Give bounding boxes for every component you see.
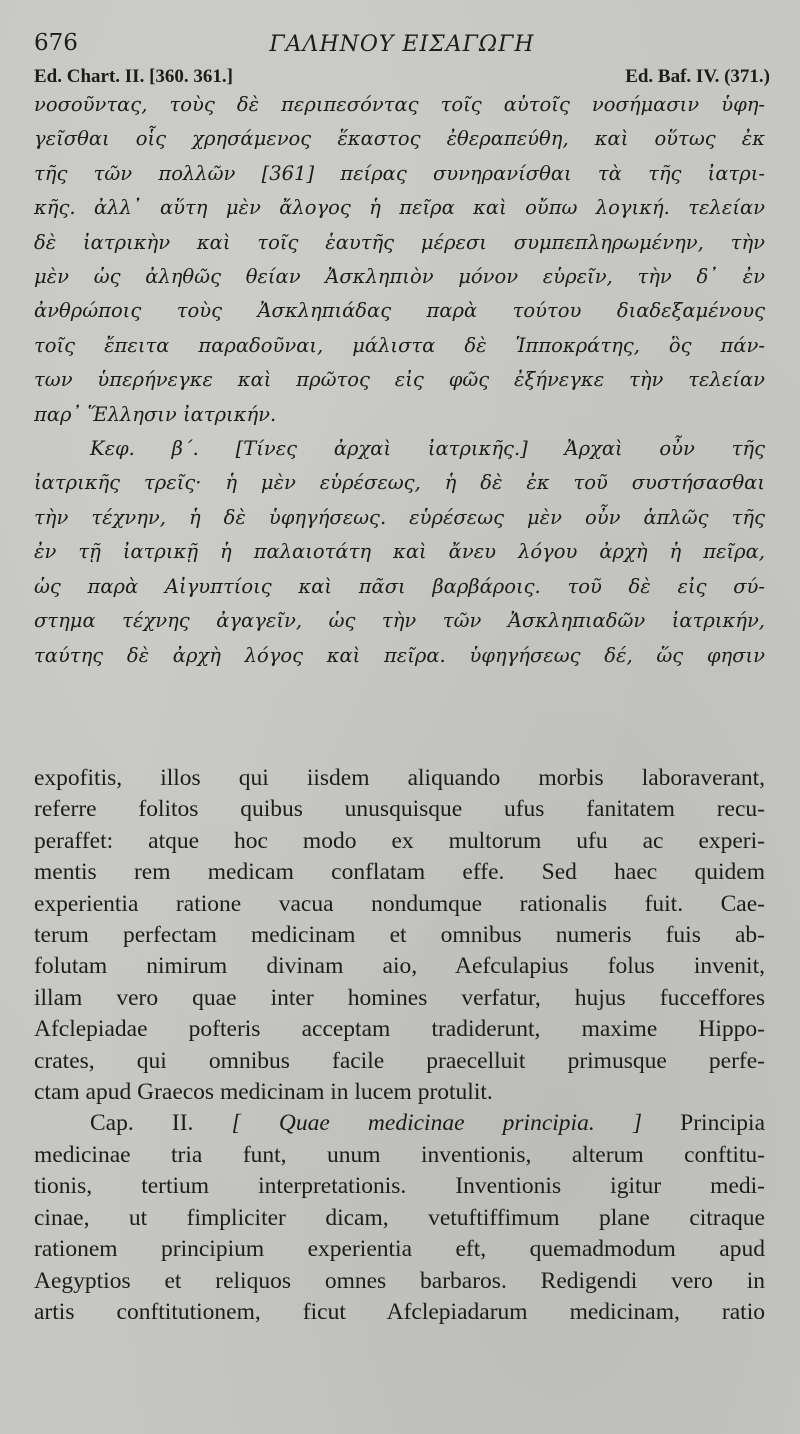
greek-line: στημα τέχνης ἀγαγεῖν, ὡς τὴν τῶν Ἀσκληπιαδῶν ἰατρικήν, <box>34 609 765 633</box>
latin-line: experientia ratione vacua nondumque rationalis fuit. Cae- <box>34 890 765 917</box>
greek-line: δὲ ἰατρικὴν καὶ τοῖς ἑαυτῆς μέρεσι συμπεπληρωμένην, τὴν <box>34 230 765 254</box>
latin-line: cinae, ut fimpliciter dicam, vetuftiffimum plane citraque <box>34 1204 765 1231</box>
edition-chartier-reference: Ed. Chart. II. [360. 361.] <box>34 66 233 87</box>
greek-line: γεῖσθαι οἷς χρησάμενος ἕκαστος ἐθεραπεύθη, καὶ οὕτως ἐκ <box>34 127 765 151</box>
latin-line: Afclepiadae pofteris acceptam tradiderunt, maxime Hippo- <box>34 1016 765 1043</box>
latin-text-block <box>34 763 765 1328</box>
chapter-opening-word: Principia <box>680 1110 765 1137</box>
latin-line: tionis, tertium interpretationis. Inventionis igitur medi- <box>34 1173 765 1200</box>
greek-line: τοῖς ἔπειτα παραδοῦναι, μάλιστα δὲ Ἱπποκράτης, ὃς πάν- <box>34 333 765 357</box>
greek-line: ἰατρικῆς τρεῖς· ἡ μὲν εὑρέσεως, ἡ δὲ ἐκ τοῦ συστήσασθαι <box>34 471 765 495</box>
greek-line: των ὑπερήνεγκε καὶ πρῶτος εἰς φῶς ἐξήνεγκε τὴν τελείαν <box>34 368 765 392</box>
greek-chapter-heading-line: Κεφ. β΄. [Τίνες ἀρχαὶ ἰατρικῆς.] Ἀρχαὶ οὖν τῆς <box>90 437 765 461</box>
greek-line: νοσοῦντας, τοὺς δὲ περιπεσόντας τοῖς αὐτοῖς νοσήμασιν ὑφη- <box>34 93 765 116</box>
greek-line: μὲν ὡς ἀληθῶς θείαν Ἀσκληπιὸν μόνον εὑρεῖν, τὴν δ᾽ ἐν <box>34 265 765 289</box>
greek-line: ταύτης δὲ ἀρχὴ λόγος καὶ πεῖρα. ὑφηγήσεως δέ, ὥς φησιν <box>34 643 765 667</box>
greek-line: τὴν τέχνην, ἡ δὲ ὑφηγήσεως. εὑρέσεως μὲν οὖν ἁπλῶς τῆς <box>34 505 765 529</box>
latin-line: mentis rem medicam conflatam effe. Sed haec quidem <box>34 859 765 886</box>
latin-line: rationem principium experientia eft, quemadmodum apud <box>34 1236 765 1263</box>
chapter-label: Cap. II. <box>90 1110 194 1137</box>
latin-line: medicinae tria funt, unum inventionis, alterum conftitu- <box>34 1141 765 1168</box>
greek-line: τῆς τῶν πολλῶν [361] πείρας συνηρανίσθαι τὰ τῆς ἰατρι- <box>34 161 765 185</box>
latin-line: peraffet: atque hoc modo ex multorum ufu ac experi- <box>34 827 765 854</box>
running-head <box>34 30 770 64</box>
greek-line: ἀνθρώποις τοὺς Ἀσκληπιάδας παρὰ τούτου διαδεξαμένους <box>34 299 765 323</box>
latin-line: Aegyptios et reliquos omnes barbaros. Redigendi vero in <box>34 1267 765 1294</box>
latin-line: crates, qui omnibus facile praecelluit primusque perfe- <box>34 1047 765 1074</box>
chapter-title: [ Quae medicinae principia. ] <box>231 1110 642 1137</box>
latin-line: folutam nimirum divinam aio, Aefculapius folus invenit, <box>34 953 765 980</box>
greek-line: ἐν τῇ ἰατρικῇ ἡ παλαιοτάτη καὶ ἄνευ λόγου ἀρχὴ ἡ πεῖρα, <box>34 540 765 564</box>
latin-line: referre folitos quibus unusquisque ufus fanitatem recu- <box>34 796 765 823</box>
greek-line: ὡς παρὰ Αἰγυπτίοις καὶ πᾶσι βαρβάροις. τοῦ δὲ εἰς σύ- <box>34 574 765 598</box>
latin-line: artis conftitutionem, ficut Afclepiadarum medicinam, ratio <box>34 1298 765 1325</box>
latin-line: ctam apud Graecos medicinam in lucem protulit. <box>34 1079 493 1106</box>
greek-text-block <box>34 88 765 673</box>
greek-line: κῆς. ἀλλ᾽ αὕτη μὲν ἄλογος ἡ πεῖρα καὶ οὔπω λογική. τελείαν <box>34 196 765 220</box>
edition-basel-reference: Ed. Baf. IV. (371.) <box>625 66 770 87</box>
greek-line: παρ᾽ Ἕλλησιν ἰατρικήν. <box>34 402 277 426</box>
page-number: 676 <box>34 30 78 56</box>
latin-chapter-heading-line <box>34 1108 765 1139</box>
running-title: ΓΑΛΗΝΟΥ ΕΙΣΑΓΩΓΗ <box>269 32 535 57</box>
latin-line: expofitis, illos qui iisdem aliquando morbis laboraverant, <box>34 765 765 791</box>
latin-line: terum perfectam medicinam et omnibus numeris fuis ab- <box>34 922 765 949</box>
latin-line: illam vero quae inter homines verfatur, hujus fucceffores <box>34 984 765 1011</box>
